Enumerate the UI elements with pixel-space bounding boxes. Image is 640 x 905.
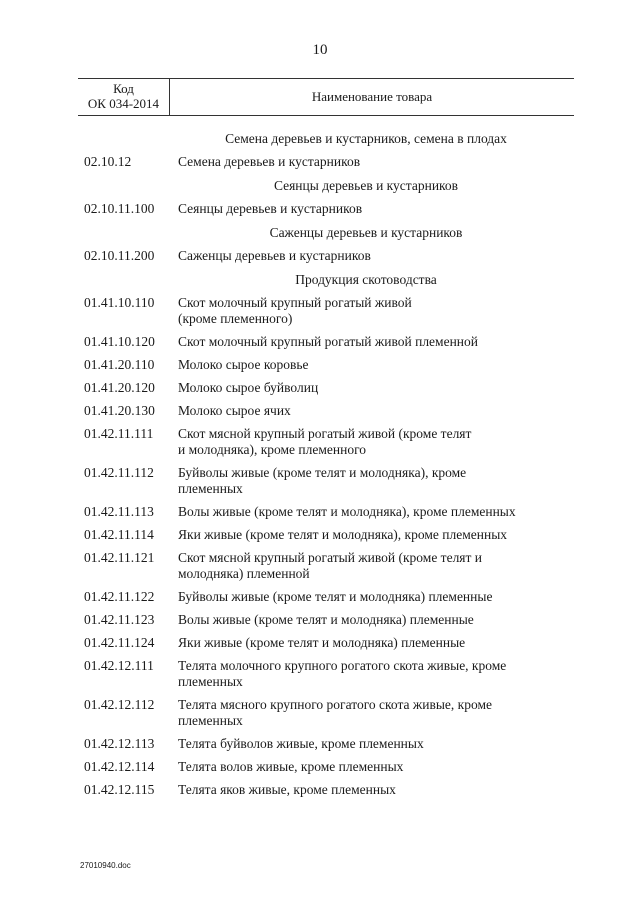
product-code: 01.42.11.123	[84, 612, 155, 627]
table-header	[78, 78, 574, 116]
product-name: Молоко сырое буйволиц	[178, 380, 319, 395]
header-code-label: Код	[113, 81, 134, 96]
classifier-table-body	[78, 130, 574, 805]
product-name: Сеянцы деревьев и кустарников	[178, 201, 363, 216]
product-code: 01.42.12.113	[84, 736, 155, 751]
product-code: 02.10.11.200	[84, 248, 155, 263]
table-row	[78, 465, 574, 497]
table-row	[78, 589, 574, 605]
product-code: 01.41.20.120	[84, 380, 155, 395]
header-code-column	[78, 79, 170, 115]
product-code: 01.41.10.120	[84, 334, 155, 349]
product-code: 01.42.12.114	[84, 759, 155, 774]
product-name: Телята яков живые, кроме племенных	[178, 782, 396, 797]
product-code: 01.42.11.112	[84, 465, 154, 480]
product-code: 01.42.12.112	[84, 697, 155, 712]
product-name: Скот мясной крупный рогатый живой (кроме телят и молодняка), кроме племенного	[178, 426, 472, 457]
product-name: Молоко сырое коровье	[178, 357, 309, 372]
product-code: 01.42.11.121	[84, 550, 155, 565]
product-code: 01.42.11.124	[84, 635, 155, 650]
table-row	[78, 550, 574, 582]
table-row	[78, 635, 574, 651]
table-row	[78, 697, 574, 729]
product-name: Молоко сырое ячих	[178, 403, 291, 418]
table-row	[78, 759, 574, 775]
product-name: Скот молочный крупный рогатый живой (кроме племенного)	[178, 295, 412, 326]
product-name: Волы живые (кроме телят и молодняка) племенные	[178, 612, 474, 627]
table-row	[78, 612, 574, 628]
table-row	[78, 154, 574, 170]
page-number: 10	[312, 42, 328, 58]
product-code: 01.42.11.111	[84, 426, 154, 441]
product-name: Яки живые (кроме телят и молодняка) племенные	[178, 635, 466, 650]
product-code: 01.42.11.114	[84, 527, 154, 542]
section-heading: Саженцы деревьев и кустарников	[269, 225, 463, 240]
product-name: Скот молочный крупный рогатый живой племенной	[178, 334, 479, 349]
table-row	[78, 782, 574, 798]
product-name: Саженцы деревьев и кустарников	[178, 248, 371, 263]
product-code: 01.42.11.122	[84, 589, 155, 604]
table-row	[78, 403, 574, 419]
table-row	[78, 201, 574, 217]
file-name-footer: 27010940.doc	[80, 861, 131, 870]
header-name-column: Наименование товара	[311, 89, 433, 104]
product-name: Скот мясной крупный рогатый живой (кроме телят и молодняка) племенной	[178, 550, 483, 581]
section-heading: Сеянцы деревьев и кустарников	[273, 178, 459, 193]
product-code: 01.42.12.115	[84, 782, 155, 797]
product-name: Телята буйволов живые, кроме племенных	[178, 736, 424, 751]
table-row	[78, 426, 574, 458]
table-row	[78, 504, 574, 520]
header-code-standard: ОК 034-2014	[87, 96, 160, 111]
product-code: 01.42.12.111	[84, 658, 154, 673]
product-code: 02.10.12	[84, 154, 132, 169]
product-name: Яки живые (кроме телят и молодняка), кроме племенных	[178, 527, 508, 542]
table-row	[78, 736, 574, 752]
section-heading: Продукция скотоводства	[295, 272, 437, 287]
section-heading: Семена деревьев и кустарников, семена в плодах	[225, 131, 507, 146]
table-row	[78, 334, 574, 350]
product-name: Буйволы живые (кроме телят и молодняка) племенные	[178, 589, 493, 604]
product-name: Телята молочного крупного рогатого скота живые, кроме племенных	[178, 658, 507, 689]
product-name: Семена деревьев и кустарников	[178, 154, 361, 169]
table-row	[78, 380, 574, 396]
table-row	[78, 295, 574, 327]
product-code: 01.41.20.130	[84, 403, 155, 418]
table-row	[78, 658, 574, 690]
product-name: Телята мясного крупного рогатого скота живые, кроме племенных	[178, 697, 492, 728]
product-code: 01.42.11.113	[84, 504, 154, 519]
product-name: Буйволы живые (кроме телят и молодняка), кроме племенных	[178, 465, 467, 496]
table-row	[78, 357, 574, 373]
product-code: 01.41.10.110	[84, 295, 155, 310]
product-name: Телята волов живые, кроме племенных	[178, 759, 404, 774]
product-code: 01.41.20.110	[84, 357, 155, 372]
product-code: 02.10.11.100	[84, 201, 155, 216]
table-row	[78, 527, 574, 543]
product-name: Волы живые (кроме телят и молодняка), кроме племенных	[178, 504, 516, 519]
table-row	[78, 248, 574, 264]
